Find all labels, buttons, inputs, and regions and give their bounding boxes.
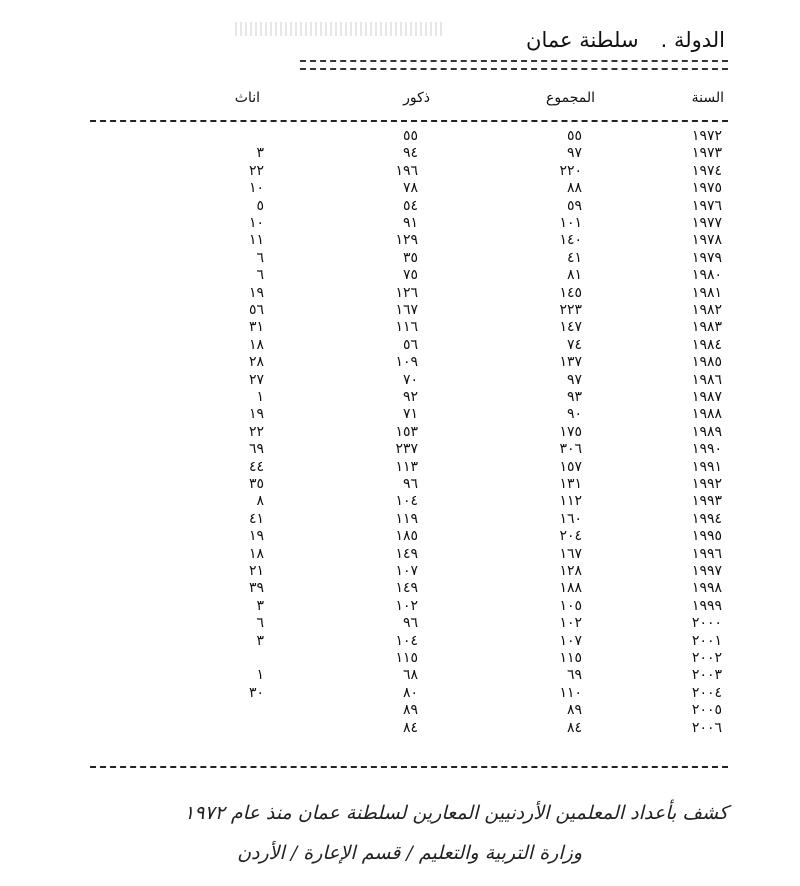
cell-males: ٩٦ — [402, 615, 418, 632]
cell-year: ١٩٩٩ — [691, 597, 722, 614]
cell-males: ١٠٧ — [395, 563, 418, 579]
cell-males: ٢٣٧ — [395, 441, 418, 458]
cell-females: ١ — [256, 667, 264, 684]
column-header-males: ذكور — [403, 90, 430, 106]
cell-females: ٢١ — [248, 563, 264, 579]
cell-males: ٨٩ — [402, 702, 418, 719]
cell-year: ١٩٨١ — [691, 284, 722, 301]
table-row — [0, 424, 800, 441]
table-row — [0, 180, 800, 197]
document-title — [504, 28, 725, 52]
cell-females: ٥ — [256, 197, 264, 214]
table-row — [0, 198, 800, 215]
cell-females: ١٨ — [248, 336, 264, 353]
cell-males: ١٢٦ — [395, 284, 418, 301]
cell-year: ١٩٧٨ — [691, 232, 722, 249]
table-row — [0, 580, 800, 597]
cell-males: ١١٥ — [395, 650, 418, 666]
table-row — [0, 250, 800, 267]
table-row — [0, 667, 800, 684]
table-row — [0, 563, 800, 580]
cell-total: ١٥٧ — [559, 458, 582, 475]
handwritten-source: وزارة التربية والتعليم / قسم الإعارة / الأردن — [237, 842, 582, 864]
cell-year: ١٩٧٤ — [691, 162, 722, 179]
cell-year: ١٩٩٢ — [691, 476, 722, 492]
cell-year: ٢٠٠٢ — [691, 650, 722, 666]
cell-males: ٩٤ — [402, 145, 418, 162]
cell-year: ١٩٩١ — [691, 458, 722, 475]
table-row — [0, 633, 800, 650]
table-row — [0, 441, 800, 458]
cell-males: ٣٥ — [402, 249, 418, 266]
table-row — [0, 232, 800, 249]
cell-year: ١٩٧٣ — [691, 145, 722, 162]
cell-females: ٤١ — [248, 510, 264, 527]
cell-females: ٦٩ — [248, 441, 264, 458]
table-row — [0, 319, 800, 336]
cell-females: ٤٤ — [248, 458, 264, 475]
cell-males: ١٦٧ — [395, 302, 418, 318]
cell-males: ١٠٩ — [395, 354, 418, 371]
cell-year: ١٩٨٧ — [691, 389, 722, 405]
table-row — [0, 650, 800, 667]
cell-males: ٩١ — [402, 215, 418, 231]
cell-year: ٢٠٠٣ — [691, 667, 722, 684]
cell-total: ٨٩ — [566, 702, 582, 719]
cell-total: ١١٢ — [559, 493, 582, 510]
cell-total: ١٧٥ — [559, 423, 582, 440]
cell-females: ٣٥ — [248, 476, 264, 492]
table-row — [0, 285, 800, 302]
cell-total: ٤١ — [566, 249, 582, 266]
cell-year: ٢٠٠٤ — [691, 684, 722, 701]
cell-females: ١٠ — [248, 215, 264, 231]
cell-total: ٩٠ — [566, 406, 582, 423]
cell-males: ١٠٤ — [395, 493, 418, 510]
cell-year: ١٩٨٦ — [691, 371, 722, 388]
cell-total: ١١٥ — [559, 650, 582, 666]
table-row — [0, 267, 800, 284]
table-row — [0, 389, 800, 406]
scan-noise — [235, 22, 445, 36]
table-row — [0, 372, 800, 389]
cell-males: ٧٠ — [402, 371, 418, 388]
cell-males: ٥٥ — [402, 128, 418, 144]
table-row — [0, 546, 800, 563]
cell-total: ٥٥ — [566, 128, 582, 144]
cell-females: ٦ — [256, 267, 264, 284]
cell-males: ١٨٥ — [395, 528, 418, 545]
cell-females: ٢٨ — [248, 354, 264, 371]
cell-year: ١٩٩٤ — [691, 510, 722, 527]
table-row — [0, 337, 800, 354]
cell-total: ٨٨ — [566, 180, 582, 197]
cell-total: ١٢٨ — [559, 563, 582, 579]
cell-females: ٣ — [256, 632, 264, 649]
cell-year: ١٩٩٠ — [691, 441, 722, 458]
cell-males: ١٢٩ — [395, 232, 418, 249]
handwritten-caption: كشف بأعداد المعلمين الأردنيين المعارين لسلطنة عمان منذ عام ١٩٧٢ — [184, 802, 728, 824]
cell-males: ١٠٤ — [395, 632, 418, 649]
cell-females: ٨ — [256, 493, 264, 510]
cell-total: ٩٧ — [566, 145, 582, 162]
cell-year: ٢٠٠١ — [691, 632, 722, 649]
cell-males: ١١٦ — [395, 319, 418, 336]
cell-males: ١٤٩ — [395, 580, 418, 597]
table-row — [0, 720, 800, 737]
cell-year: ١٩٧٩ — [691, 249, 722, 266]
cell-males: ٩٢ — [402, 389, 418, 405]
column-header-total: المجموع — [546, 90, 595, 106]
table-row — [0, 598, 800, 615]
cell-males: ٨٤ — [402, 719, 418, 736]
table-row — [0, 406, 800, 423]
cell-total: ١٤٠ — [559, 232, 582, 249]
cell-females: ١٩ — [248, 284, 264, 301]
cell-females: ١٠ — [248, 180, 264, 197]
cell-females: ٣٩ — [248, 580, 264, 597]
cell-year: ١٩٨٣ — [691, 319, 722, 336]
cell-total: ١٦٧ — [559, 545, 582, 562]
cell-year: ١٩٨٤ — [691, 336, 722, 353]
cell-total: ٩٧ — [566, 371, 582, 388]
cell-year: ١٩٧٦ — [691, 197, 722, 214]
table-row — [0, 702, 800, 719]
cell-females: ١ — [256, 389, 264, 405]
state-label: الدولة . — [660, 28, 725, 52]
cell-total: ٢٢٣ — [559, 302, 582, 318]
state-name: سلطنة عمان — [526, 28, 639, 52]
table-row — [0, 685, 800, 702]
table-row — [0, 476, 800, 493]
table-row — [0, 459, 800, 476]
cell-total: ١٦٠ — [559, 510, 582, 527]
cell-females: ٣١ — [248, 319, 264, 336]
cell-total: ١١٠ — [559, 684, 582, 701]
column-header-females: اناث — [234, 90, 260, 106]
cell-males: ١١٩ — [395, 510, 418, 527]
cell-year: ١٩٩٥ — [691, 528, 722, 545]
cell-total: ٨٤ — [566, 719, 582, 736]
cell-males: ٧٨ — [402, 180, 418, 197]
table-row — [0, 493, 800, 510]
cell-females: ١٨ — [248, 545, 264, 562]
cell-females: ٣ — [256, 145, 264, 162]
table-row — [0, 302, 800, 319]
cell-year: ١٩٩٦ — [691, 545, 722, 562]
cell-total: ١٣٧ — [559, 354, 582, 371]
cell-total: ٩٣ — [566, 389, 582, 405]
cell-total: ٨١ — [566, 267, 582, 284]
cell-total: ٢٠٤ — [559, 528, 582, 545]
cell-females: ٦ — [256, 249, 264, 266]
cell-year: ٢٠٠٥ — [691, 702, 722, 719]
cell-year: ٢٠٠٦ — [691, 719, 722, 736]
table-bottom-divider — [90, 766, 728, 768]
cell-females: ٢٧ — [248, 371, 264, 388]
cell-year: ١٩٧٥ — [691, 180, 722, 197]
table-row — [0, 354, 800, 371]
cell-year: ١٩٩٨ — [691, 580, 722, 597]
cell-total: ١٨٨ — [559, 580, 582, 597]
table-row — [0, 163, 800, 180]
cell-total: ١٠٥ — [559, 597, 582, 614]
cell-total: ١٤٥ — [559, 284, 582, 301]
cell-males: ٧١ — [402, 406, 418, 423]
column-header-year: السنة — [691, 90, 724, 106]
cell-year: ١٩٨٩ — [691, 423, 722, 440]
cell-males: ١٩٦ — [395, 162, 418, 179]
cell-total: ٧٤ — [566, 336, 582, 353]
table-row — [0, 128, 800, 145]
cell-total: ١٠٧ — [559, 632, 582, 649]
cell-year: ٢٠٠٠ — [691, 615, 722, 632]
cell-females: ١٩ — [248, 528, 264, 545]
cell-total: ١٤٧ — [559, 319, 582, 336]
cell-males: ٩٦ — [402, 476, 418, 492]
title-divider — [300, 60, 728, 70]
cell-total: ٥٩ — [566, 197, 582, 214]
cell-total: ١٠٢ — [559, 615, 582, 632]
cell-males: ٦٨ — [402, 667, 418, 684]
cell-males: ١٤٩ — [395, 545, 418, 562]
cell-females: ١١ — [248, 232, 264, 249]
cell-total: ١٣١ — [559, 476, 582, 492]
cell-females: ٢٢ — [248, 423, 264, 440]
header-divider — [90, 120, 728, 122]
table-row — [0, 615, 800, 632]
cell-year: ١٩٨٨ — [691, 406, 722, 423]
cell-year: ١٩٨٢ — [691, 302, 722, 318]
cell-females: ٢٢ — [248, 162, 264, 179]
cell-females: ٣ — [256, 597, 264, 614]
cell-females: ٣٠ — [248, 684, 264, 701]
cell-year: ١٩٩٣ — [691, 493, 722, 510]
cell-males: ٧٥ — [402, 267, 418, 284]
table-row — [0, 145, 800, 162]
cell-males: ٨٠ — [402, 684, 418, 701]
cell-females: ٥٦ — [248, 302, 264, 318]
table-row — [0, 215, 800, 232]
cell-total: ٢٢٠ — [559, 162, 582, 179]
cell-total: ٦٩ — [566, 667, 582, 684]
cell-males: ١١٣ — [395, 458, 418, 475]
cell-females: ٦ — [256, 615, 264, 632]
table-row — [0, 528, 800, 545]
cell-year: ١٩٧٢ — [691, 128, 722, 144]
cell-year: ١٩٩٧ — [691, 563, 722, 579]
cell-year: ١٩٨٥ — [691, 354, 722, 371]
cell-females: ١٩ — [248, 406, 264, 423]
cell-males: ١٥٣ — [395, 423, 418, 440]
cell-males: ٥٦ — [402, 336, 418, 353]
cell-males: ١٠٢ — [395, 597, 418, 614]
table-row — [0, 511, 800, 528]
cell-year: ١٩٧٧ — [691, 215, 722, 231]
cell-total: ١٠١ — [559, 215, 582, 231]
cell-total: ٣٠٦ — [559, 441, 582, 458]
cell-year: ١٩٨٠ — [691, 267, 722, 284]
cell-males: ٥٤ — [402, 197, 418, 214]
